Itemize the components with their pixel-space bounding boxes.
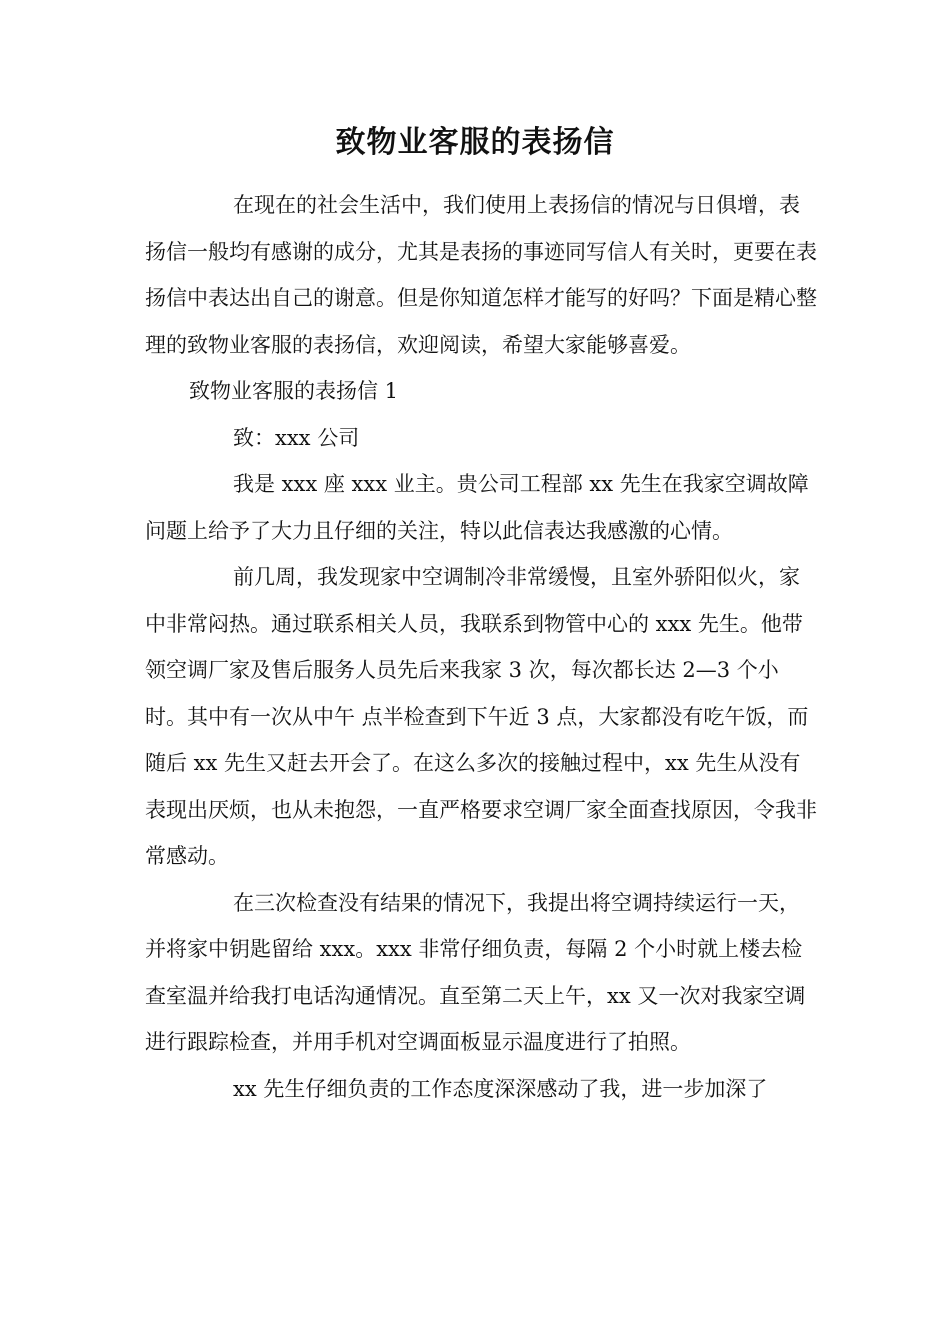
document-title: 致物业客服的表扬信 — [335, 125, 615, 160]
section-heading: 致物业客服的表扬信 1 — [189, 379, 399, 403]
body-paragraph: 在三次检查没有结果的情况下，我提出将空调持续运行一天，并将家中钥匙留给 xxx。xxx 非常仔细负责，每隔 2 个小时就上楼去检查室温并给我打电话沟通情况。直至第二天上午，xx 又一次对我家空调进行跟踪检查，并用手机对空调面板显示温度进行了拍照。 — [145, 890, 806, 1054]
body-paragraph: 我是 xxx 座 xxx 业主。贵公司工程部 xx 先生在我家空调故障问题上给予了大力且仔细的关注，特以此信表达我感激的心情。 — [145, 472, 809, 543]
body-paragraph: 前几周，我发现家中空调制冷非常缓慢，且室外骄阳似火，家中非常闷热。通过联系相关人员，我联系到物管中心的 xxx 先生。他带领空调厂家及售后服务人员先后来我家 3 次，每次都长达 2—3 个小时。其中有一次从中午 点半检查到下午近 3 点，大家都没有吃午饭，而随后 xx 先生又赶去开会了。在这么多次的接触过程中，xx 先生从没有表现出厌烦，也从未抱怨，一直严格要求空调厂家全面查找原因，令我非常感动。 — [145, 565, 817, 868]
body-paragraph: xx 先生仔细负责的工作态度深深感动了我，进一步加深了 — [233, 1076, 768, 1101]
intro-paragraph: 在现在的社会生活中，我们使用上表扬信的情况与日俱增，表扬信一般均有感谢的成分，尤其是表扬的事迹同写信人有关时，更要在表扬信中表达出自己的谢意。但是你知道怎样才能写的好吗？下面是精心整理的致物业客服的表扬信，欢迎阅读，希望大家能够喜爱。 — [145, 193, 817, 357]
document-body — [145, 182, 820, 1112]
salutation: 致：xxx 公司 — [233, 425, 360, 450]
